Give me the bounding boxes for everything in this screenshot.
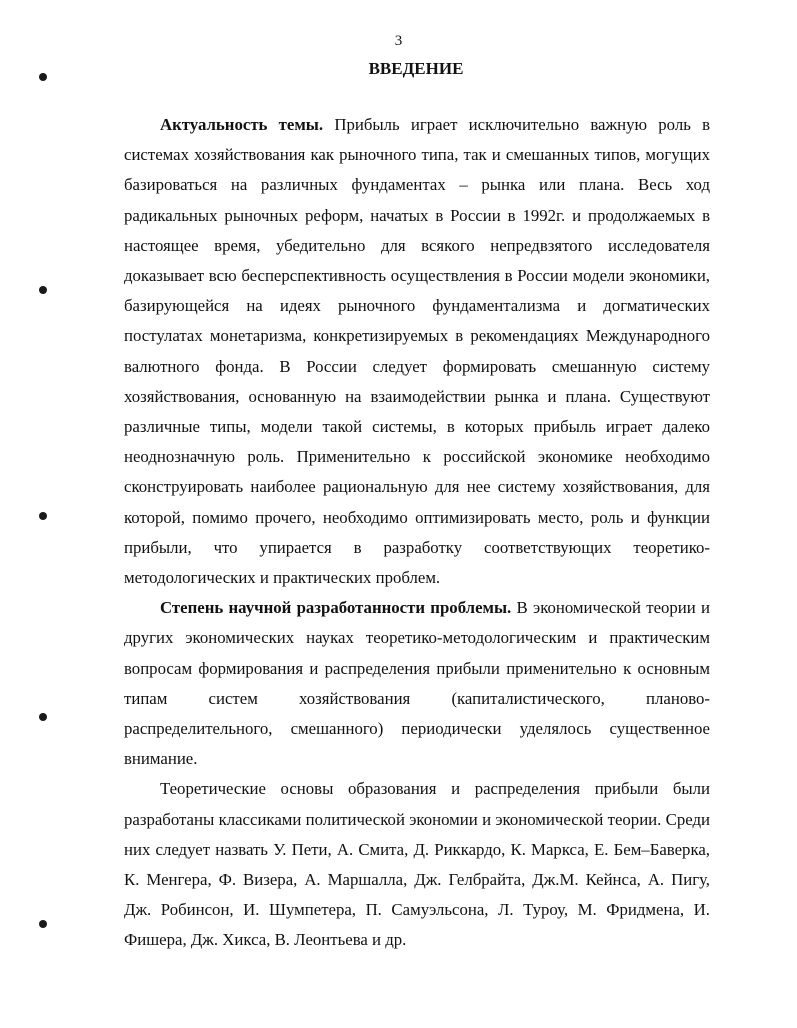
paragraph-text: В экономической теории и других экономических науках теоретико-методологическим и практическим вопросам формирования и распределения прибыли применительно к основным типам систем хозяйствования (капиталистического, планово-распределительного, смешанного) периодически уделялось существенное внимание. — [124, 598, 711, 769]
paragraph-text: Прибыль играет исключительно важную роль в системах хозяйствования как рыночного типа, так и смешанных типов, могущих базироваться на различных фундаментах – рынка или плана. Весь ход радикальных рыночных реформ, начатых в России в 1992г. и продолжаемых в настоящее время, убедительно для всякого непредвзятого исследователя доказывает всю бесперспективность осуществления в России модели экономики, базирующейся на идеях рыночного фундаментализма и догматических постулатах монетаризма, конкретизируемых в рекомендациях Международного валютного фонда. В России следует формировать смешанную систему хозяйствования, основанную на взаимодействии рынка и плана. Существуют различные типы, модели такой системы, в которых прибыль играет далеко неоднозначную роль. Применительно к российской экономике необходимо сконструировать наиболее рациональную для нее систему хозяйствования, для которой, помимо прочего, необходимо оптимизировать место, роль и функции прибыли, что упирается в разработку соответствующих теоретико-методологических и практических проблем. — [124, 115, 711, 588]
paragraph-theory-basis — [124, 774, 710, 955]
paragraph-lead: Актуальность темы. — [160, 115, 324, 134]
paragraph-relevance — [124, 110, 710, 593]
binder-hole-mark — [39, 73, 47, 81]
binder-hole-mark — [39, 920, 47, 928]
binder-hole-mark — [39, 512, 47, 520]
page-heading: ВВЕДЕНИЕ — [368, 59, 464, 78]
page-number: 3 — [394, 33, 403, 49]
paragraph-research-degree — [124, 593, 710, 774]
paragraph-text: Теоретические основы образования и распределения прибыли были разработаны классиками политической экономии и экономической теории. Среди них следует назвать У. Пети, А. Смита, Д. Риккардо, К. Маркса, Е. Бем–Баверка, К. Менгера, Ф. Визера, А. Маршалла, Дж. Гелбрайта, Дж.М. Кейнса, А. Пигу, Дж. Робинсон, И. Шумпетера, П. Самуэльсона, Л. Туроу, М. Фридмена, И. Фишера, Дж. Хикса, В. Леонтьева и др. — [124, 779, 710, 950]
paragraph-lead: Степень научной разработанности проблемы. — [160, 598, 512, 618]
binder-hole-mark — [39, 286, 47, 294]
binder-hole-mark — [39, 713, 47, 721]
body-text — [124, 110, 710, 956]
